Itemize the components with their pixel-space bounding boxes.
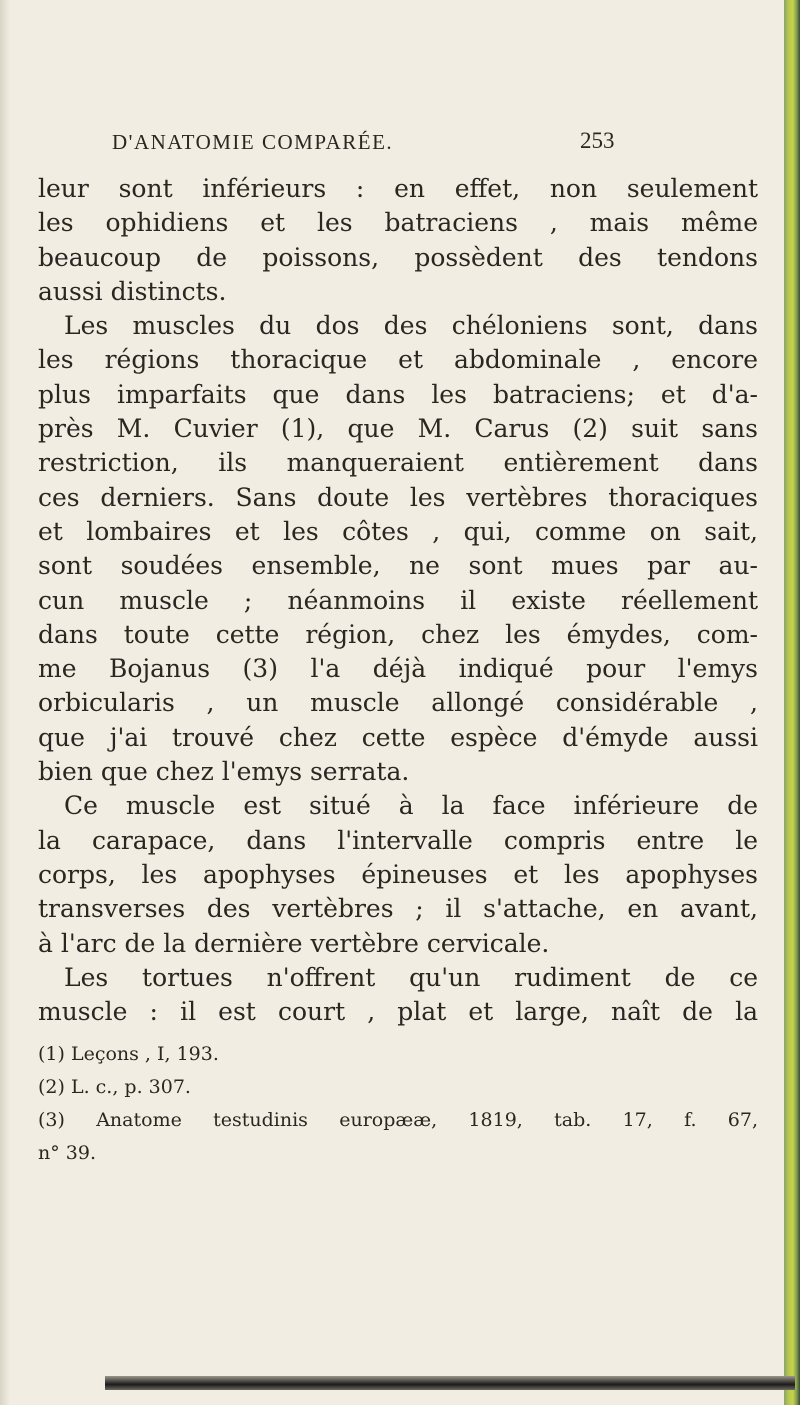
- text-line: que j'ai trouvé chez cette espèce d'émyde aussi: [38, 722, 758, 752]
- text-line: restriction, ils manqueraient entièrement dans: [38, 448, 758, 478]
- body-text: [38, 172, 758, 1029]
- text-line: corps, les apophyses épineuses et les apophyses: [38, 859, 758, 889]
- text-line: me Bojanus (3) l'a déjà indiqué pour l'emys: [38, 654, 758, 684]
- text-line: transverses des vertèbres ; il s'attache, en avant,: [38, 894, 758, 924]
- text-line: Ce muscle est situé à la face inférieure de: [64, 791, 758, 821]
- text-line: aussi distincts.: [38, 276, 227, 306]
- footnote: (3) Anatome testudinis europææ, 1819, tab. 17, f. 67,: [38, 1109, 758, 1131]
- running-head: [112, 130, 800, 170]
- text-line: la carapace, dans l'intervalle compris entre le: [38, 825, 758, 855]
- text-line: Les muscles du dos des chéloniens sont, dans: [64, 311, 758, 341]
- text-line: ces derniers. Sans doute les vertèbres thoraciques: [38, 482, 758, 512]
- footnote: (1) Leçons , I, 193.: [38, 1043, 219, 1065]
- footnote: (2) L. c., p. 307.: [38, 1076, 191, 1098]
- page-left-edge: [0, 0, 10, 1405]
- text-line: beaucoup de poissons, possèdent des tendons: [38, 242, 758, 272]
- text-line: près M. Cuvier (1), que M. Carus (2) suit sans: [38, 414, 758, 444]
- text-line: bien que chez l'emys serrata.: [38, 757, 410, 787]
- text-line: les régions thoracique et abdominale , encore: [38, 345, 758, 375]
- text-line: dans toute cette région, chez les émydes, com-: [38, 619, 758, 649]
- page-number: 253: [580, 128, 615, 153]
- text-line: leur sont inférieurs : en effet, non seulement: [38, 174, 758, 203]
- binding-strip: [784, 0, 800, 1405]
- footnotes: [38, 1038, 758, 1170]
- text-line: et lombaires et les côtes , qui, comme on sait,: [38, 516, 758, 546]
- text-line: les ophidiens et les batraciens , mais même: [38, 208, 758, 238]
- footnote: n° 39.: [38, 1142, 96, 1164]
- text-line: orbicularis , un muscle allongé considérable ,: [38, 688, 758, 718]
- text-line: Les tortues n'offrent qu'un rudiment de ce: [64, 962, 758, 992]
- page-bottom-edge: [105, 1376, 795, 1390]
- text-line: muscle : il est court , plat et large, naît de la: [38, 997, 758, 1027]
- text-line: sont soudées ensemble, ne sont mues par au-: [38, 551, 758, 581]
- running-head-title: D'ANATOMIE COMPARÉE.: [112, 130, 394, 154]
- text-line: à l'arc de la dernière vertèbre cervicale.: [38, 928, 550, 958]
- text-line: plus imparfaits que dans les batraciens; et d'a-: [38, 379, 758, 409]
- text-line: cun muscle ; néanmoins il existe réellement: [38, 585, 758, 615]
